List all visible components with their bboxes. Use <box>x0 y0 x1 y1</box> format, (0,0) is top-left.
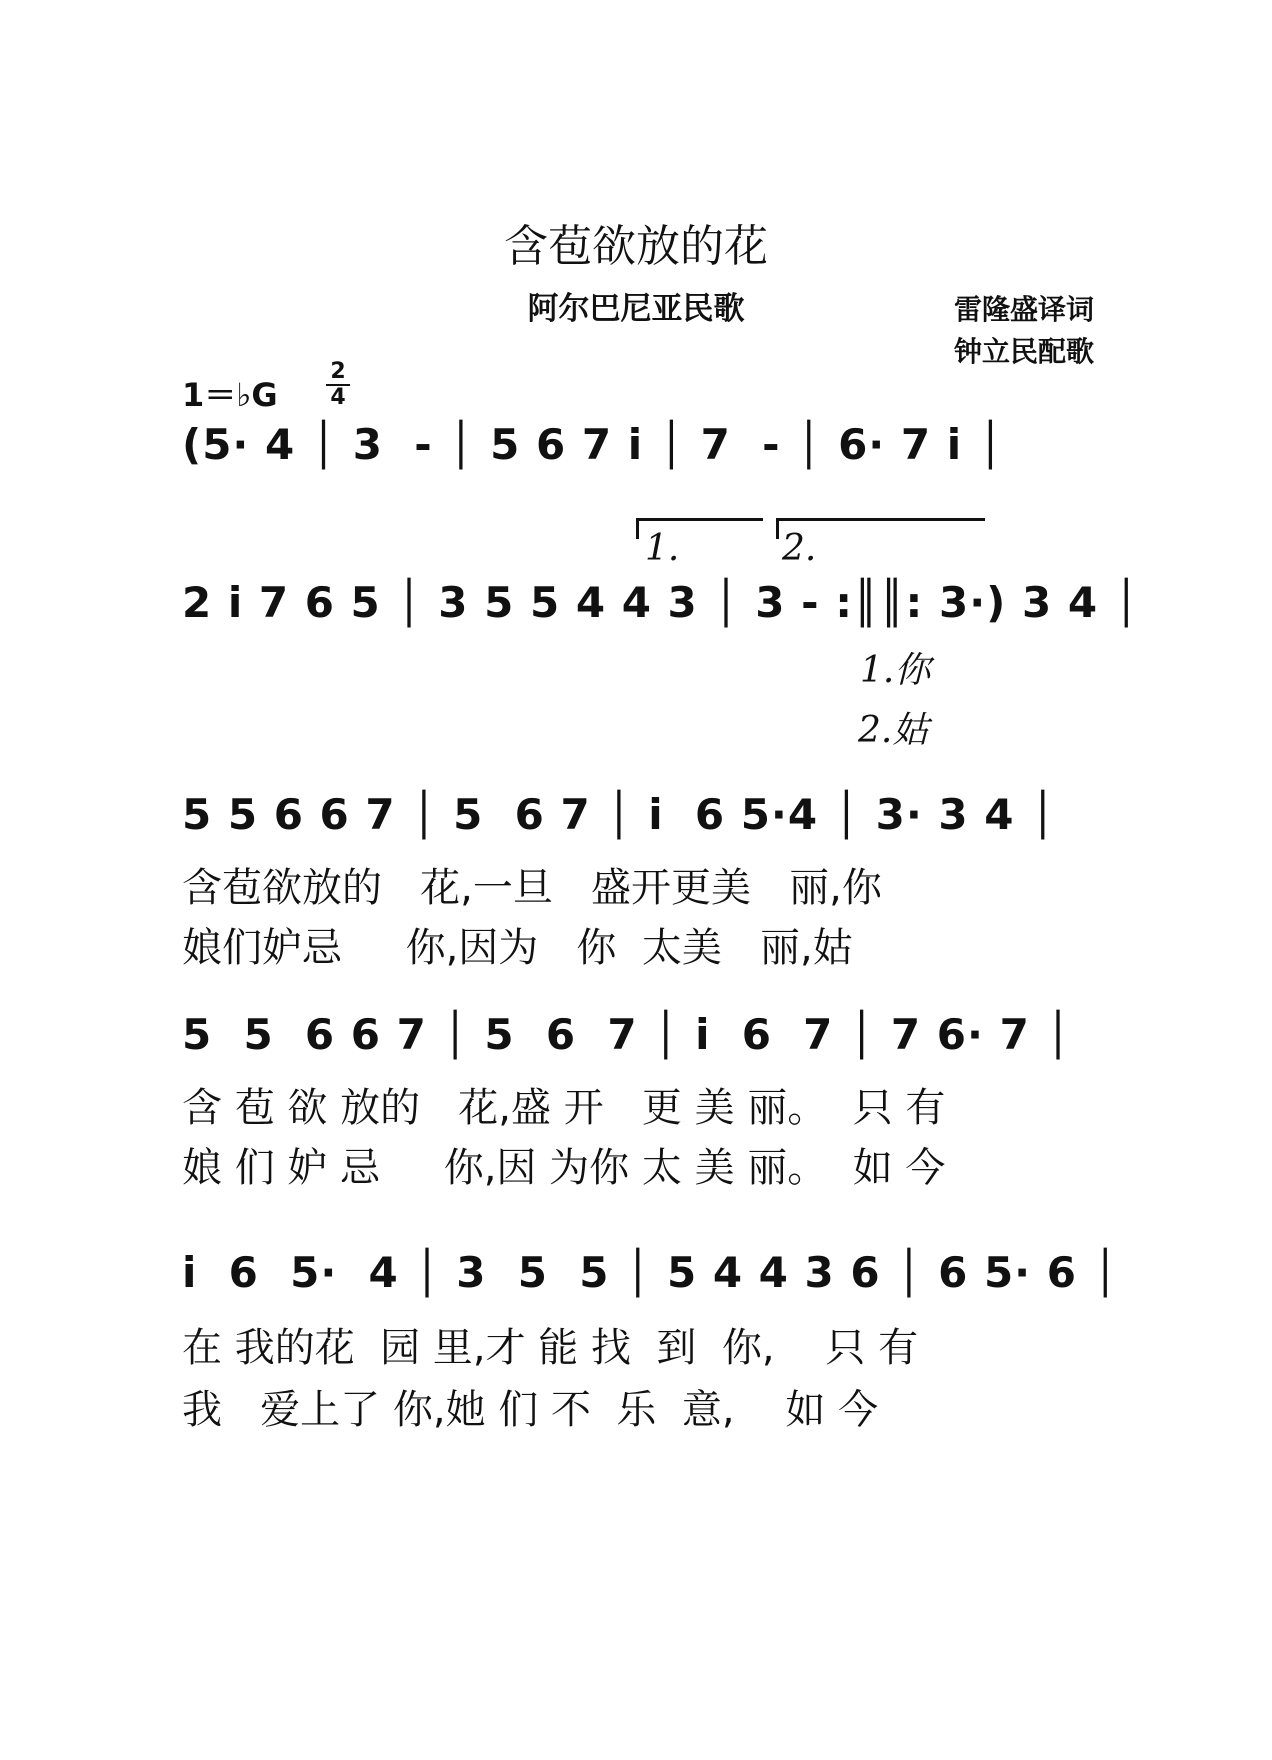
song-title: 含苞欲放的花 <box>504 221 768 272</box>
lyric-row-4-verse-1: 含 苞 欲 放的 花,盛 开 更 美 丽。 只 有 <box>182 1085 946 1131</box>
time-signature <box>326 360 350 410</box>
key-signature: 1＝♭G <box>182 376 278 414</box>
notation-row-3: 5 5 6 6 7 │ 5 6 7 │ i 6 5·4 │ 3· 3 4 │ <box>182 790 1057 839</box>
lyricist-credit: 雷隆盛译词 <box>953 293 1094 326</box>
verse-mark-1: 1.你 <box>860 650 931 691</box>
time-signature-bottom: 4 <box>326 384 350 410</box>
volta-label-2: 2. <box>782 528 817 569</box>
arranger-credit: 钟立民配歌 <box>953 335 1094 368</box>
song-subtitle: 阿尔巴尼亚民歌 <box>527 291 745 327</box>
lyric-row-3-verse-2: 娘们妒忌 你,因为 你 太美 丽,姑 <box>182 925 853 971</box>
time-signature-top: 2 <box>330 359 346 384</box>
notation-row-2: 2 i 7 6 5 │ 3 5 5 4 4 3 │ 3 - :║║: 3·) 3 4 │ <box>182 578 1140 627</box>
volta-label-1: 1. <box>645 528 680 569</box>
notation-row-1: (5· 4 │ 3 - │ 5 6 7 i │ 7 - │ 6· 7 i │ <box>182 420 1005 469</box>
notation-row-5: i 6 5· 4 │ 3 5 5 │ 5 4 4 3 6 │ 6 5· 6 │ <box>182 1248 1119 1297</box>
lyric-row-3-verse-1: 含苞欲放的 花,一旦 盛开更美 丽,你 <box>182 865 882 911</box>
lyric-row-5-verse-2: 我 爱上了 你,她 们 不 乐 意, 如 今 <box>182 1387 879 1433</box>
notation-row-4: 5 5 6 6 7 │ 5 6 7 │ i 6 7 │ 7 6· 7 │ <box>182 1010 1072 1059</box>
lyric-row-4-verse-2: 娘 们 妒 忌 你,因 为你 太 美 丽。 如 今 <box>182 1145 946 1191</box>
verse-mark-2: 2.姑 <box>858 710 929 751</box>
lyric-row-5-verse-1: 在 我的花 园 里,才 能 找 到 你, 只 有 <box>182 1325 919 1371</box>
